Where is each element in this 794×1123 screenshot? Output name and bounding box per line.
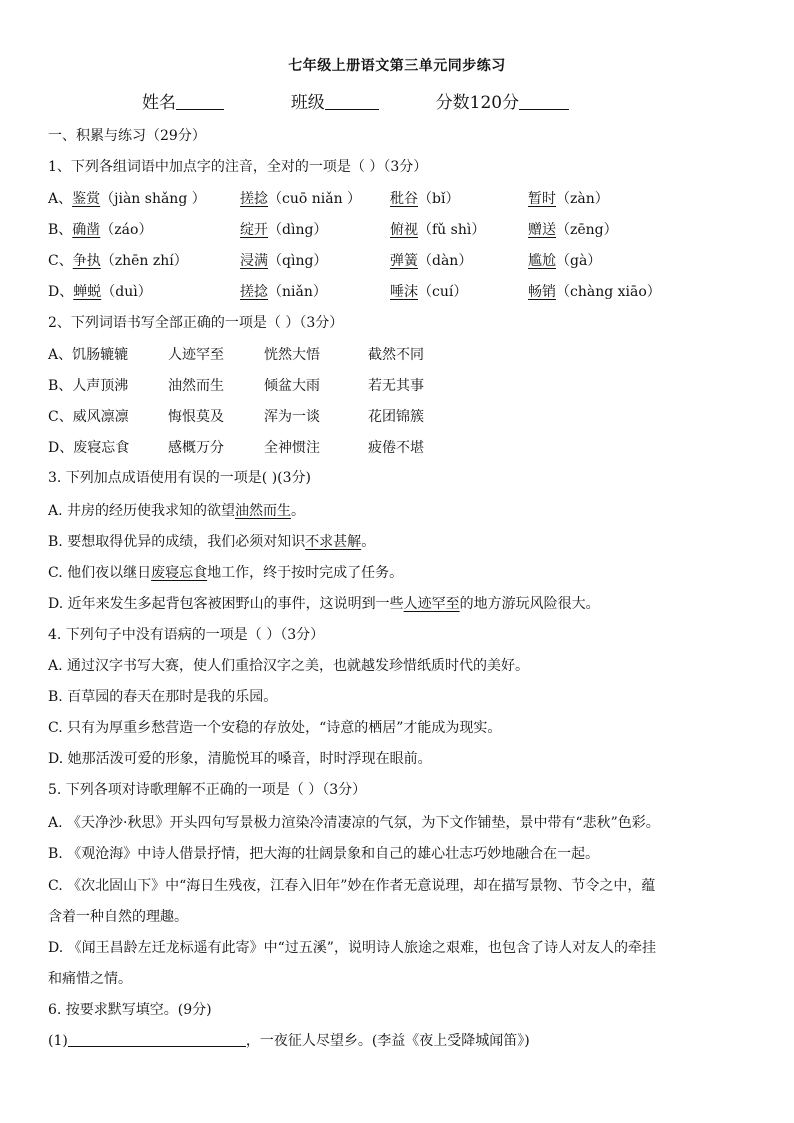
question-4-option-a: A. 通过汉字书写大赛，使人们重拾汉字之美，也就越发珍惜纸质时代的美好。 <box>48 658 530 674</box>
word-item: 浑为一谈 <box>264 409 320 425</box>
word-item: A、饥肠辘辘 <box>48 347 129 363</box>
question-5-option-a: A. 《天净沙·秋思》开头四句写景极力渲染冷清凄凉的气氛，为下文作铺垫，景中带有“悲秋”色彩。 <box>48 815 660 831</box>
word-item: 倾盆大雨 <box>264 378 320 394</box>
question-5-stem: 5. 下列各项对诗歌理解不正确的一项是（ ）（3分） <box>48 782 367 798</box>
question-4-option-d: D. 她那活泼可爱的形象，清脆悦耳的嗓音，时时浮现在眼前。 <box>48 751 432 767</box>
question-4-option-b: B. 百草园的春天在那时是我的乐园。 <box>48 689 278 705</box>
question-3-stem: 3. 下列加点成语使用有误的一项是( )(3分) <box>48 470 312 486</box>
question-3-option-a: A. 井房的经历使我求知的欲望油然而生。 <box>48 503 306 519</box>
question-2-stem: 2、下列词语书写全部正确的一项是（ ）（3分） <box>48 315 344 331</box>
score-blank[interactable] <box>519 93 569 110</box>
question-3-option-c: C. 他们夜以继日废寝忘食地工作，终于按时完成了任务。 <box>48 565 404 581</box>
word-pinyin: 搓捻（cuō niǎn ） <box>240 191 362 207</box>
word-pinyin: 搓捻（niǎn） <box>240 284 327 300</box>
score-label: 分数120分 <box>435 93 520 113</box>
word-pinyin: 唾沫（cuí） <box>390 284 468 300</box>
question-5-option-c-line1: C. 《次北固山下》中“海日生残夜，江春入旧年”妙在作者无意说理，却在描写景物、节令之中，蕴 <box>48 878 656 894</box>
fill-in-blank[interactable] <box>68 1032 246 1047</box>
word-item: 截然不同 <box>368 347 424 363</box>
question-6-stem: 6. 按要求默写填空。(9分) <box>48 1002 212 1018</box>
word-item: 油然而生 <box>168 378 224 394</box>
word-item: 疲倦不堪 <box>368 440 424 456</box>
word-pinyin: 绽开（dìng） <box>240 222 328 238</box>
word-pinyin: 浸满（qìng） <box>240 253 328 269</box>
word-pinyin: D、蝉蜕（duì） <box>48 284 152 300</box>
word-item: 感概万分 <box>168 440 224 456</box>
word-pinyin: 畅销（chàng xiāo） <box>528 284 661 300</box>
class-blank[interactable] <box>325 93 379 110</box>
question-4-stem: 4. 下列句子中没有语病的一项是（ ）（3分） <box>48 627 325 643</box>
question-3-option-b: B. 要想取得优异的成绩，我们必须对知识不求甚解。 <box>48 534 376 550</box>
question-4-option-c: C. 只有为厚重乡愁营造一个安稳的存放处，“诗意的栖居”才能成为现实。 <box>48 720 502 736</box>
word-pinyin: 弹簧（dàn） <box>390 253 473 269</box>
question-6-item-1: (1) ，一夜征人尽望乡。(李益《夜上受降城闻笛》) <box>48 1033 530 1049</box>
word-pinyin: 秕谷（bǐ） <box>390 191 460 207</box>
word-item: 全神惯注 <box>264 440 320 456</box>
word-item: 悔恨莫及 <box>168 409 224 425</box>
word-item: C、威风凛凛 <box>48 409 129 425</box>
word-pinyin: B、确凿（záo） <box>48 222 153 238</box>
word-item: 花团锦簇 <box>368 409 424 425</box>
word-item: B、人声顶沸 <box>48 378 129 394</box>
word-item: 若无其事 <box>368 378 424 394</box>
question-5-option-d-line1: D. 《闻王昌龄左迁龙标遥有此寄》中“过五溪”，说明诗人旅途之艰难，也包含了诗人对友人的牵挂 <box>48 940 656 956</box>
word-pinyin: 俯视（fǔ shì） <box>390 222 486 238</box>
question-1-stem: 1、下列各组词语中加点字的注音，全对的一项是（ ）（3分） <box>48 159 428 175</box>
word-item: 人迹罕至 <box>168 347 224 363</box>
section-heading: 一、积累与练习（29分） <box>48 128 206 144</box>
name-blank[interactable] <box>176 93 224 110</box>
question-5-option-c-line2: 含着一种自然的理趣。 <box>48 909 188 925</box>
worksheet-title: 七年级上册语文第三单元同步练习 <box>288 58 506 74</box>
question-5-option-d-line2: 和痛惜之情。 <box>48 971 132 987</box>
class-label: 班级 <box>290 93 325 113</box>
word-item: D、废寝忘食 <box>48 440 130 456</box>
word-pinyin: A、鉴赏（jiàn shǎng ） <box>48 191 206 207</box>
name-label: 姓名 <box>142 93 176 113</box>
question-3-option-d: D. 近年来发生多起背包客被困野山的事件，这说明到一些人迹罕至的地方游玩风险很大。 <box>48 596 600 612</box>
word-pinyin: 赠送（zēng） <box>528 222 618 238</box>
word-item: 恍然大悟 <box>264 347 320 363</box>
question-5-option-b: B. 《观沧海》中诗人借景抒情，把大海的壮阔景象和自己的雄心壮志巧妙地融合在一起。 <box>48 846 600 862</box>
word-pinyin: 暂时（zàn） <box>528 191 609 207</box>
student-info-row <box>142 88 569 113</box>
word-pinyin: 尴尬（gà） <box>528 253 602 269</box>
word-pinyin: C、争执（zhēn zhí） <box>48 253 188 269</box>
